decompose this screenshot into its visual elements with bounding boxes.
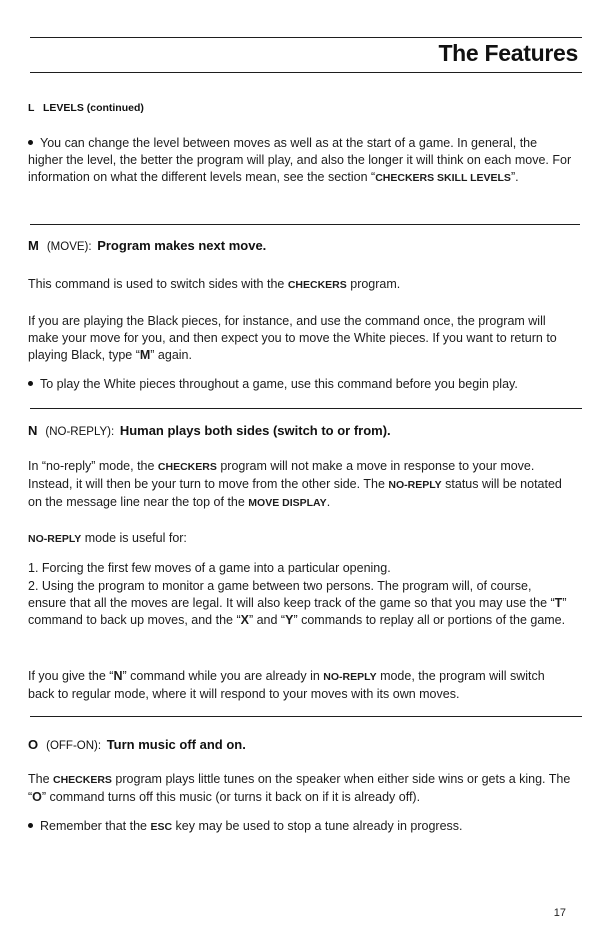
m-paragraph-1 (28, 276, 573, 294)
text: You can change the level between moves as well as at the start of a game. In general, the higher the level, the better the program will play, and also the longer it will think on each move. For information on what the different levels mean, see the section “ (28, 136, 572, 184)
text: ” command turns off this music (or turns it back on if it is already off). (41, 790, 421, 804)
text: mode, the program will switch back to regular mode, where it will respond to your moves with its own moves. (28, 669, 545, 701)
divider (30, 716, 582, 717)
bullet-icon (28, 140, 33, 145)
command-letter: M (28, 238, 39, 253)
o-heading (28, 737, 246, 752)
caps-text: ESC (150, 821, 173, 833)
key-text: M (139, 348, 151, 362)
section-label: L LEVELS (continued) (28, 102, 144, 114)
text: key may be used to stop a tune already in progress. (172, 819, 463, 833)
command-title: Turn music off and on. (106, 737, 246, 752)
n-list-item-2 (28, 578, 573, 629)
key-text: N (113, 669, 123, 683)
command-code: (OFF-ON): (46, 740, 102, 752)
text: ” again. (150, 348, 192, 362)
key-text: O (32, 790, 42, 804)
levels-paragraph (28, 135, 573, 187)
n-paragraph-2 (28, 530, 573, 548)
caps-text: NO-REPLY (28, 533, 82, 545)
text: ” command to back up moves, and the “ (28, 596, 567, 627)
command-title: Program makes next move. (97, 238, 267, 253)
caps-text: CHECKERS SKILL LEVELS (375, 172, 511, 184)
text: To play the White pieces throughout a game, use this command before you begin play. (40, 377, 518, 391)
command-letter: N (28, 423, 38, 438)
command-code: (MOVE): (46, 241, 92, 253)
m-bullet (28, 376, 573, 393)
m-heading (28, 238, 266, 253)
bullet-icon (28, 381, 33, 386)
n-paragraph-1 (28, 458, 573, 512)
divider (30, 408, 582, 409)
text: Remember that the (40, 819, 151, 833)
text: program plays little tunes on the speaker when either side wins or gets a king. The “ (28, 772, 571, 804)
key-text: Y (285, 613, 294, 627)
command-letter: O (28, 737, 39, 752)
n-paragraph-3 (28, 668, 573, 703)
text: ” and “ (248, 613, 286, 627)
text: program will not make a move in response to your move. Instead, it will then be your turn to move from the other side. The (28, 459, 535, 491)
divider (30, 224, 580, 225)
bullet-icon (28, 823, 33, 828)
text: This command is used to switch sides with the (28, 277, 288, 291)
header-bottom-rule (30, 72, 582, 73)
caps-text: CHECKERS (53, 774, 112, 786)
text: ”. (510, 170, 519, 184)
text: In “no-reply” mode, the (28, 459, 158, 473)
page-title: The Features (438, 40, 578, 66)
n-heading (28, 423, 391, 438)
header-top-rule (30, 37, 582, 38)
caps-text: NO-REPLY (388, 479, 442, 491)
text: ” commands to replay all or portions of the game. (293, 613, 566, 627)
caps-text: CHECKERS (157, 461, 217, 473)
o-paragraph-1 (28, 771, 573, 806)
text: If you are playing the Black pieces, for instance, and use the command once, the program will make your move for you, and then expect you to move the White pieces. If you want to return to playing Black, type “ (28, 314, 557, 362)
command-title: Human plays both sides (switch to or from). (119, 423, 391, 438)
caps-text: CHECKERS (287, 279, 347, 291)
key-text: X (240, 613, 249, 627)
text: The (28, 772, 54, 786)
caps-text: NO-REPLY (323, 671, 377, 683)
text: If you give the “ (28, 669, 114, 683)
command-code: (NO-REPLY): (45, 426, 115, 438)
text: mode is useful for: (81, 531, 187, 545)
text: 2. Using the program to monitor a game between two persons. The program will, of course, ensure that all the moves are legal. It will also keep track of the game so that you may use the “ (28, 579, 555, 610)
page-number: 17 (553, 907, 566, 919)
o-bullet (28, 818, 573, 836)
m-paragraph-2 (28, 313, 573, 364)
text: program. (346, 277, 401, 291)
text: . (326, 495, 331, 509)
text: status will be notated on the message line near the top of the (28, 477, 562, 509)
key-text: T (554, 596, 563, 610)
n-list-item-1: 1. Forcing the first few moves of a game into a particular opening. (28, 561, 391, 575)
caps-text: MOVE DISPLAY (248, 497, 327, 509)
text: ” command while you are already in (122, 669, 324, 683)
